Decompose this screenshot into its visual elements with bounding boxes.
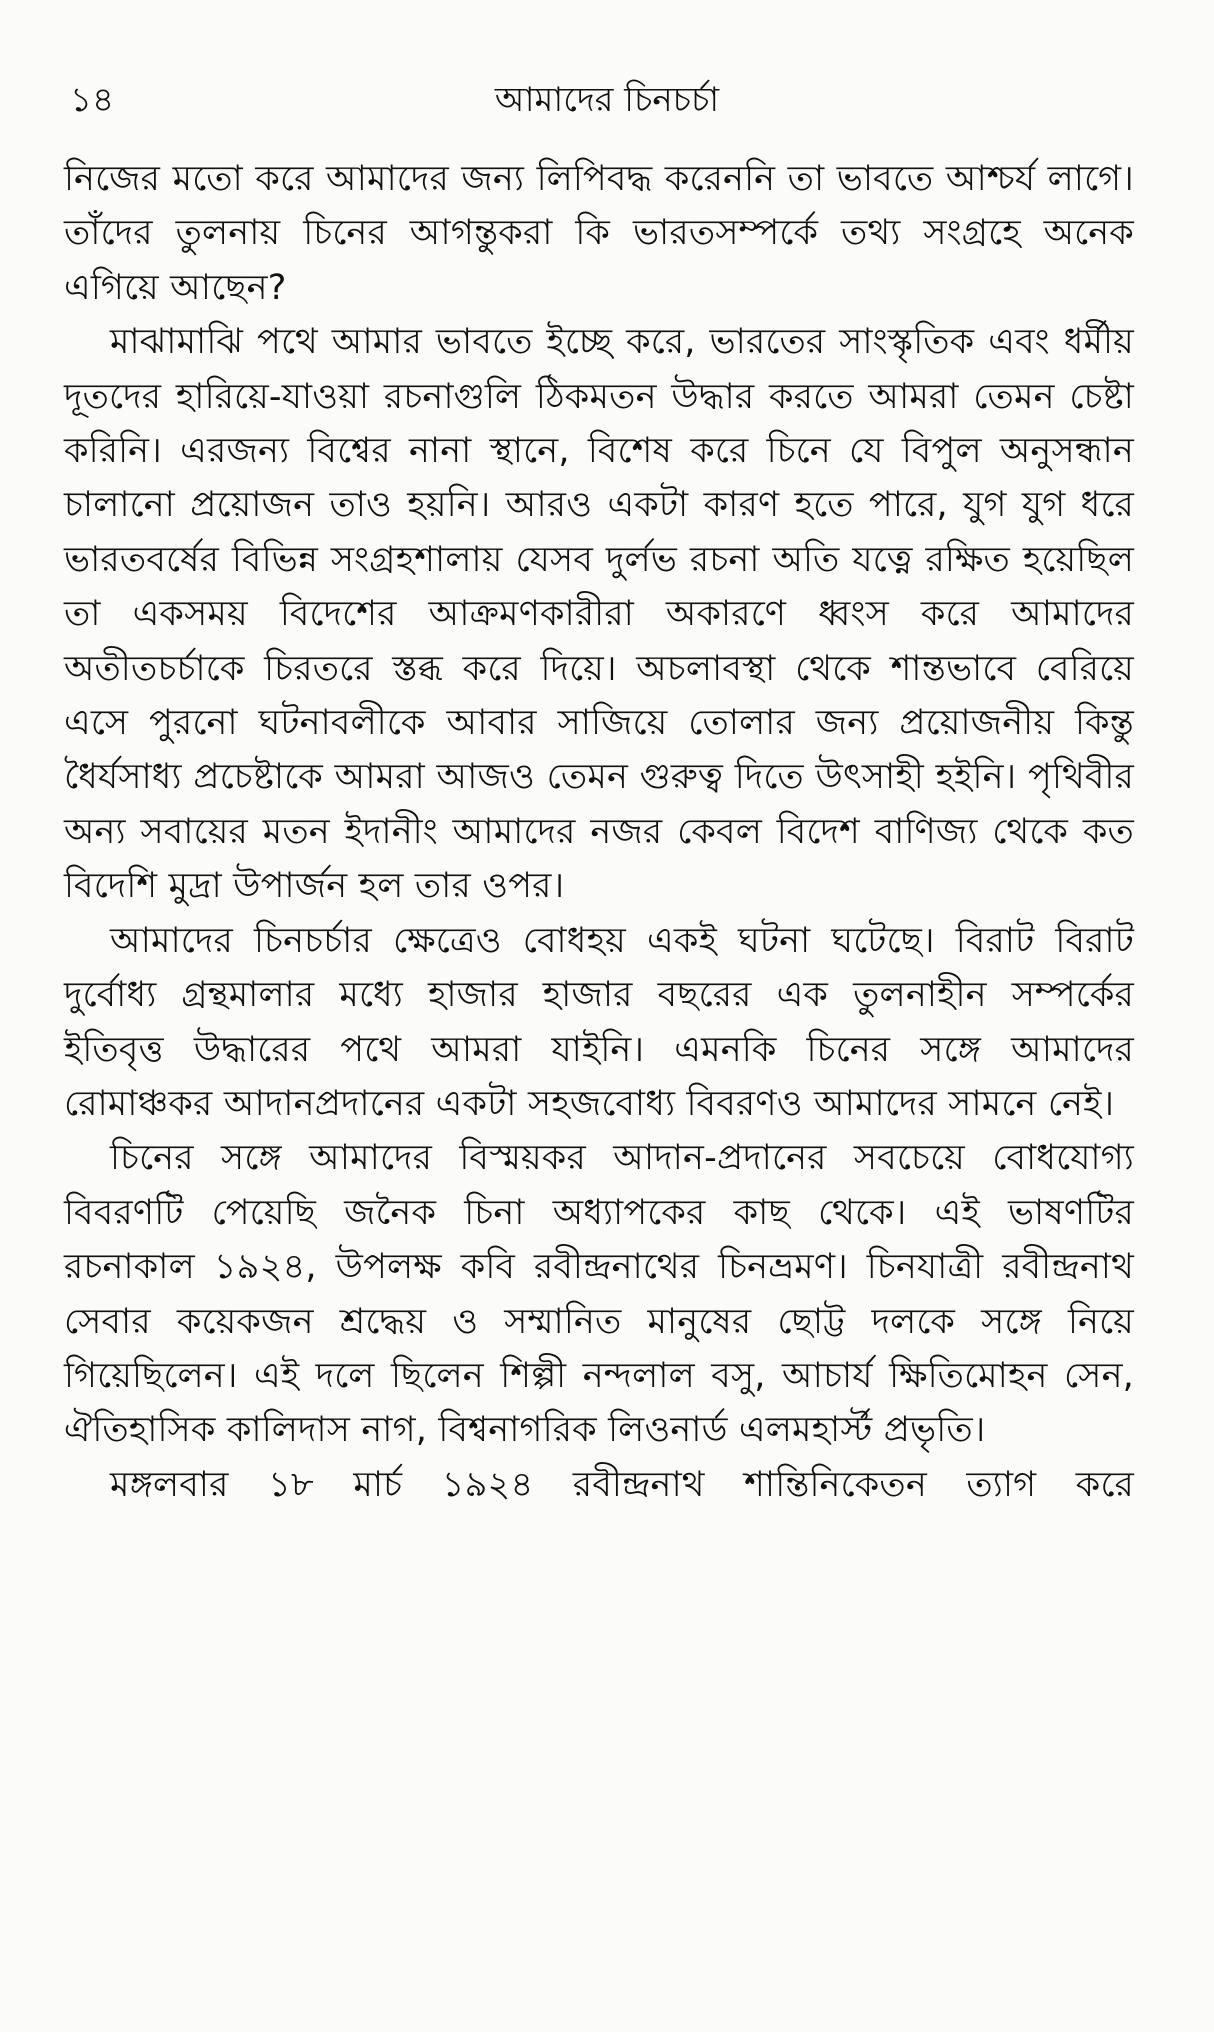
paragraph: আমাদের চিনচর্চার ক্ষেত্রেও বোধহয় একই ঘটনা ঘটেছে। বিরাট বিরাট দুর্বোধ্য গ্রন্থমালার মধ্যে হাজার হাজার বছরের এক তুলনাহীন সম্পর্কের ইতিবৃত্ত উদ্ধারের পথে আমরা যাইনি। এমনকি চিনের সঙ্গে আমাদের রোমাঞ্চকর আদানপ্রদানের একটা সহজবোধ্য বিবরণও আমাদের সামনে নেই। [64, 920, 1134, 1124]
paragraph: চিনের সঙ্গে আমাদের বিস্ময়কর আদান-প্রদানের সবচেয়ে বোধযোগ্য বিবরণটি পেয়েছি জনৈক চিনা অধ্যাপকের কাছ থেকে। এই ভাষণটির রচনাকাল ১৯২৪, উপলক্ষ কবি রবীন্দ্রনাথের চিনভ্রমণ। চিনযাত্রী রবীন্দ্রনাথ সেবার কয়েকজন শ্রদ্ধেয় ও সম্মানিত মানুষের ছোট্ট দলকে সঙ্গে নিয়ে গিয়েছিলেন। এই দলে ছিলেন শিল্পী নন্দলাল বসু, আচার্য ক্ষিতিমোহন সেন, ঐতিহাসিক কালিদাস নাগ, বিশ্বনাগরিক লিওনার্ড এলমহার্স্ট প্রভৃতি। [64, 1138, 1134, 1451]
page-number: ১৪ [70, 80, 115, 120]
paragraph-continued: নিজের মতো করে আমাদের জন্য লিপিবদ্ধ করেননি তা ভাবতে আশ্চর্য লাগে। তাঁদের তুলনায় চিনের আগন্তুকরা কি ভারতসম্পর্কে তথ্য সংগ্রহে অনেক এগিয়ে আছেন? [64, 159, 1134, 308]
running-title: আমাদের চিনচর্চা [494, 80, 720, 120]
paragraph: মঙ্গলবার ১৮ মার্চ ১৯২৪ রবীন্দ্রনাথ শান্তিনিকেতন ত্যাগ করে [110, 1464, 1134, 1505]
page-header [62, 70, 1152, 130]
body-text [64, 152, 1134, 1512]
paragraph: মাঝামাঝি পথে আমার ভাবতে ইচ্ছে করে, ভারতের সাংস্কৃতিক এবং ধর্মীয় দূতদের হারিয়ে-যাওয়া রচনাগুলি ঠিকমতন উদ্ধার করতে আমরা তেমন চেষ্টা করিনি। এরজন্য বিশ্বের নানা স্থানে, বিশেষ করে চিনে যে বিপুল অনুসন্ধান চালানো প্রয়োজন তাও হয়নি। আরও একটা কারণ হতে পারে, যুগ যুগ ধরে ভারতবর্ষের বিভিন্ন সংগ্রহশালায় যেসব দুর্লভ রচনা অতি যত্নে রক্ষিত হয়েছিল তা একসময় বিদেশের আক্রমণকারীরা অকারণে ধ্বংস করে আমাদের অতীতচর্চাকে চিরতরে স্তব্ধ করে দিয়ে। অচলাবস্থা থেকে শান্তভাবে বেরিয়ে এসে পুরনো ঘটনাবলীকে আবার সাজিয়ে তোলার জন্য প্রয়োজনীয় কিন্তু ধৈর্যসাধ্য প্রচেষ্টাকে আমরা আজও তেমন গুরুত্ব দিতে উৎসাহী হইনি। পৃথিবীর অন্য সবায়ের মতন ইদানীং আমাদের নজর কেবল বিদেশ বাণিজ্য থেকে কত বিদেশি মুদ্রা উপার্জন হল তার ওপর। [64, 322, 1134, 907]
